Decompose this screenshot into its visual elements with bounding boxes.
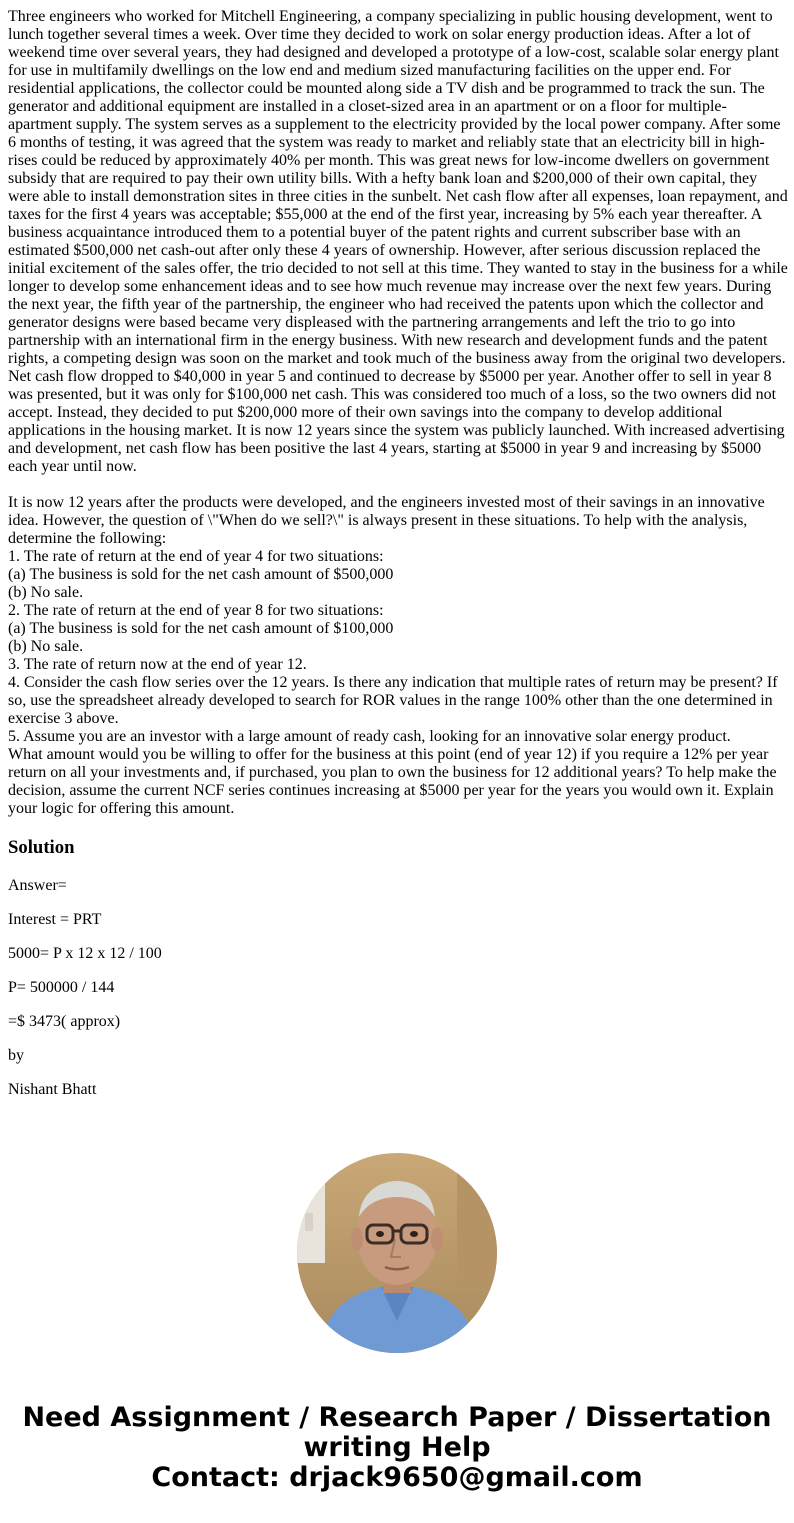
- question-item: (b) No sale.: [8, 584, 84, 601]
- solution-heading: Solution: [8, 837, 75, 858]
- question-item: 1. The rate of return at the end of year 4 for two situations:: [8, 548, 384, 565]
- question-paragraph-2: It is now 12 years after the products were developed, and the engineers invested most of their savings in an innovative idea. However, the question of \"When do we sell?\" is always present in these situations. To help with the analysis, determine the following:: [8, 494, 765, 547]
- answer-line: P= 500000 / 144: [8, 979, 115, 996]
- question-paragraph-1: Three engineers who worked for Mitchell Engineering, a company specializing in public housing development, went to lunch together several times a week. Over time they decided to work on solar energy production ideas. After a lot of weekend time over several years, they had designed and developed a prototype of a low-cost, scalable solar energy plant for use in multifamily dwellings on the low end and medium sized manufacturing facilities on the upper end. For residential applications, the collector could be mounted along side a TV dish and be programmed to track the sun. The generator and additional equipment are installed in a closet-sized area in an apartment or on a floor for multiple-apartment supply. The system serves as a supplement to the electricity provided by the local power company. After some 6 months of testing, it was agreed that the system was ready to market and reliably state that an electricity bill in high-rises could be reduced by approximately 40% per month. This was great news for low-income dwellers on government subsidy that are required to pay their own utility bills. With a hefty bank loan and $200,000 of their own capital, they were able to install demonstration sites in three cities in the sunbelt. Net cash flow after all expenses, loan repayment, and taxes for the first 4 years was acceptable; $55,000 at the end of the first year, increasing by 5% each year thereafter. A business acquaintance introduced them to a potential buyer of the patent rights and current subscriber base with an estimated $500,000 net cash-out after only these 4 years of ownership. However, after serious discussion replaced the initial excitement of the sales offer, the trio decided to not sell at this time. They wanted to stay in the business for a while longer to develop some enhancement ideas and to see how much revenue may increase over the next few years. During the next year, the fifth year of the partnership, the engineer who had received the patents upon which the collector and generator designs were based became very displeased with the partnering arrangements and left the trio to go into partnership with an international firm in the energy business. With new research and development funds and the patent rights, a competing design was soon on the market and took much of the business away from the original two developers. Net cash flow dropped to $40,000 in year 5 and continued to decrease by $5000 per year. Another offer to sell in year 8 was presented, but it was only for $100,000 net cash. This was considered too much of a loss, so the two owners did not accept. Instead, they decided to put $200,000 more of their own savings into the company to develop additional applications in the housing market. It is now 12 years since the system was publicly launched. With increased advertising and development, net cash flow has been positive the last 4 years, starting at $5000 in year 9 and increasing by $5000 each year until now.: [8, 8, 788, 475]
- question-item: 3. The rate of return now at the end of year 12.: [8, 656, 307, 673]
- answer-author: Nishant Bhatt: [8, 1081, 97, 1098]
- answer-line: 5000= P x 12 x 12 / 100: [8, 945, 162, 962]
- answer-by: by: [8, 1047, 24, 1064]
- question-text: [8, 8, 788, 818]
- promo-banner: [0, 1403, 794, 1493]
- author-avatar: [297, 1153, 497, 1353]
- question-item: (a) The business is sold for the net cash amount of $500,000: [8, 566, 394, 583]
- question-item: 5. Assume you are an investor with a large amount of ready cash, looking for an innovative solar energy product.: [8, 728, 731, 745]
- question-item: 2. The rate of return at the end of year 8 for two situations:: [8, 602, 384, 619]
- answer-line: Interest = PRT: [8, 911, 102, 928]
- paragraph-spacer: [8, 476, 788, 494]
- promo-line-1: Need Assignment / Research Paper / Dissertation: [22, 1402, 772, 1433]
- author-portrait: [297, 1153, 497, 1353]
- question-item: 4. Consider the cash flow series over the 12 years. Is there any indication that multiple rates of return may be present? If so, use the spreadsheet already developed to search for ROR values in the range 100% other than the one determined in exercise 3 above.: [8, 674, 778, 727]
- question-item: (b) No sale.: [8, 638, 84, 655]
- answer-line: =$ 3473( approx): [8, 1013, 121, 1030]
- promo-line-2: writing Help: [303, 1432, 491, 1463]
- promo-contact: Contact: drjack9650@gmail.com: [151, 1462, 643, 1493]
- answer-label: Answer=: [8, 877, 67, 894]
- question-item: What amount would you be willing to offer for the business at this point (end of year 12) if you require a 12% per year return on all your investments and, if purchased, you plan to own the business for 12 additional years? To help make the decision, assume the current NCF series continues increasing at $5000 per year for the years you would own it. Explain your logic for offering this amount.: [8, 746, 777, 817]
- question-item: (a) The business is sold for the net cash amount of $100,000: [8, 620, 394, 637]
